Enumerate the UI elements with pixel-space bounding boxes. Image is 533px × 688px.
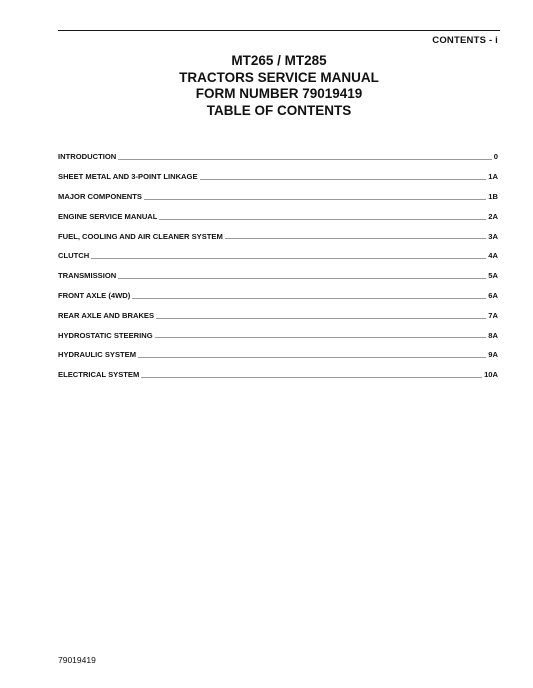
toc-entry-page: 6A [488, 290, 498, 300]
toc-entry-title: FUEL, COOLING AND AIR CLEANER SYSTEM [58, 231, 223, 241]
toc-entry-transmission[interactable] [58, 266, 498, 286]
toc-entry-hydraulic-system[interactable] [58, 345, 498, 365]
toc-entry-introduction[interactable] [58, 147, 498, 167]
toc-entry-fuel-cooling[interactable] [58, 226, 498, 246]
toc-entry-hydrostatic-steering[interactable] [58, 325, 498, 345]
model-title: MT265 / MT285 [231, 53, 327, 68]
table-of-contents [58, 147, 498, 385]
dot-leader [155, 337, 487, 338]
toc-entry-title: INTRODUCTION [58, 152, 117, 162]
toc-entry-major-components[interactable] [58, 187, 498, 207]
toc-entry-page: 4A [488, 251, 498, 261]
toc-entry-page: 10A [484, 370, 498, 380]
toc-entry-page: 9A [488, 350, 498, 360]
dot-leader [200, 179, 487, 180]
toc-entry-title: TRANSMISSION [58, 271, 117, 281]
toc-entry-page: 5A [488, 271, 498, 281]
toc-entry-page: 1A [488, 172, 498, 182]
toc-entry-page: 7A [488, 310, 498, 320]
toc-entry-page: 0 [493, 152, 498, 162]
toc-entry-page: 2A [488, 211, 498, 221]
dot-leader [141, 377, 482, 378]
toc-entry-page: 1B [488, 191, 498, 201]
dot-leader [159, 219, 486, 220]
running-header: CONTENTS - i [432, 35, 498, 46]
dot-leader [144, 199, 486, 200]
toc-entry-sheet-metal[interactable] [58, 167, 498, 187]
toc-entry-title: ENGINE SERVICE MANUAL [58, 211, 158, 221]
dot-leader [138, 357, 486, 358]
toc-entry-title: MAJOR COMPONENTS [58, 191, 142, 201]
title-block [58, 53, 500, 119]
toc-entry-title: REAR AXLE AND BRAKES [58, 310, 155, 320]
toc-entry-title: HYDRAULIC SYSTEM [58, 350, 137, 360]
dot-leader [156, 318, 486, 319]
toc-heading: TABLE OF CONTENTS [206, 102, 352, 118]
toc-entry-engine[interactable] [58, 206, 498, 226]
dot-leader [118, 159, 492, 160]
dot-leader [118, 278, 486, 279]
toc-entry-title: ELECTRICAL SYSTEM [58, 370, 140, 380]
form-number-title: FORM NUMBER 79019419 [195, 86, 363, 101]
toc-entry-title: CLUTCH [58, 251, 90, 261]
toc-entry-title: HYDROSTATIC STEERING [58, 330, 153, 340]
toc-entry-rear-axle[interactable] [58, 305, 498, 325]
toc-entry-title: SHEET METAL AND 3-POINT LINKAGE [58, 172, 198, 182]
manual-title: TRACTORS SERVICE MANUAL [179, 69, 379, 85]
dot-leader [132, 298, 486, 299]
toc-entry-page: 3A [488, 231, 498, 241]
dot-leader [225, 238, 486, 239]
toc-entry-electrical-system[interactable] [58, 365, 498, 385]
dot-leader [91, 258, 486, 259]
toc-entry-page: 8A [488, 330, 498, 340]
toc-entry-front-axle[interactable] [58, 286, 498, 306]
footer-form-number: 79019419 [58, 655, 96, 665]
header-rule [58, 30, 500, 31]
toc-entry-title: FRONT AXLE (4WD) [58, 290, 131, 300]
toc-entry-clutch[interactable] [58, 246, 498, 266]
